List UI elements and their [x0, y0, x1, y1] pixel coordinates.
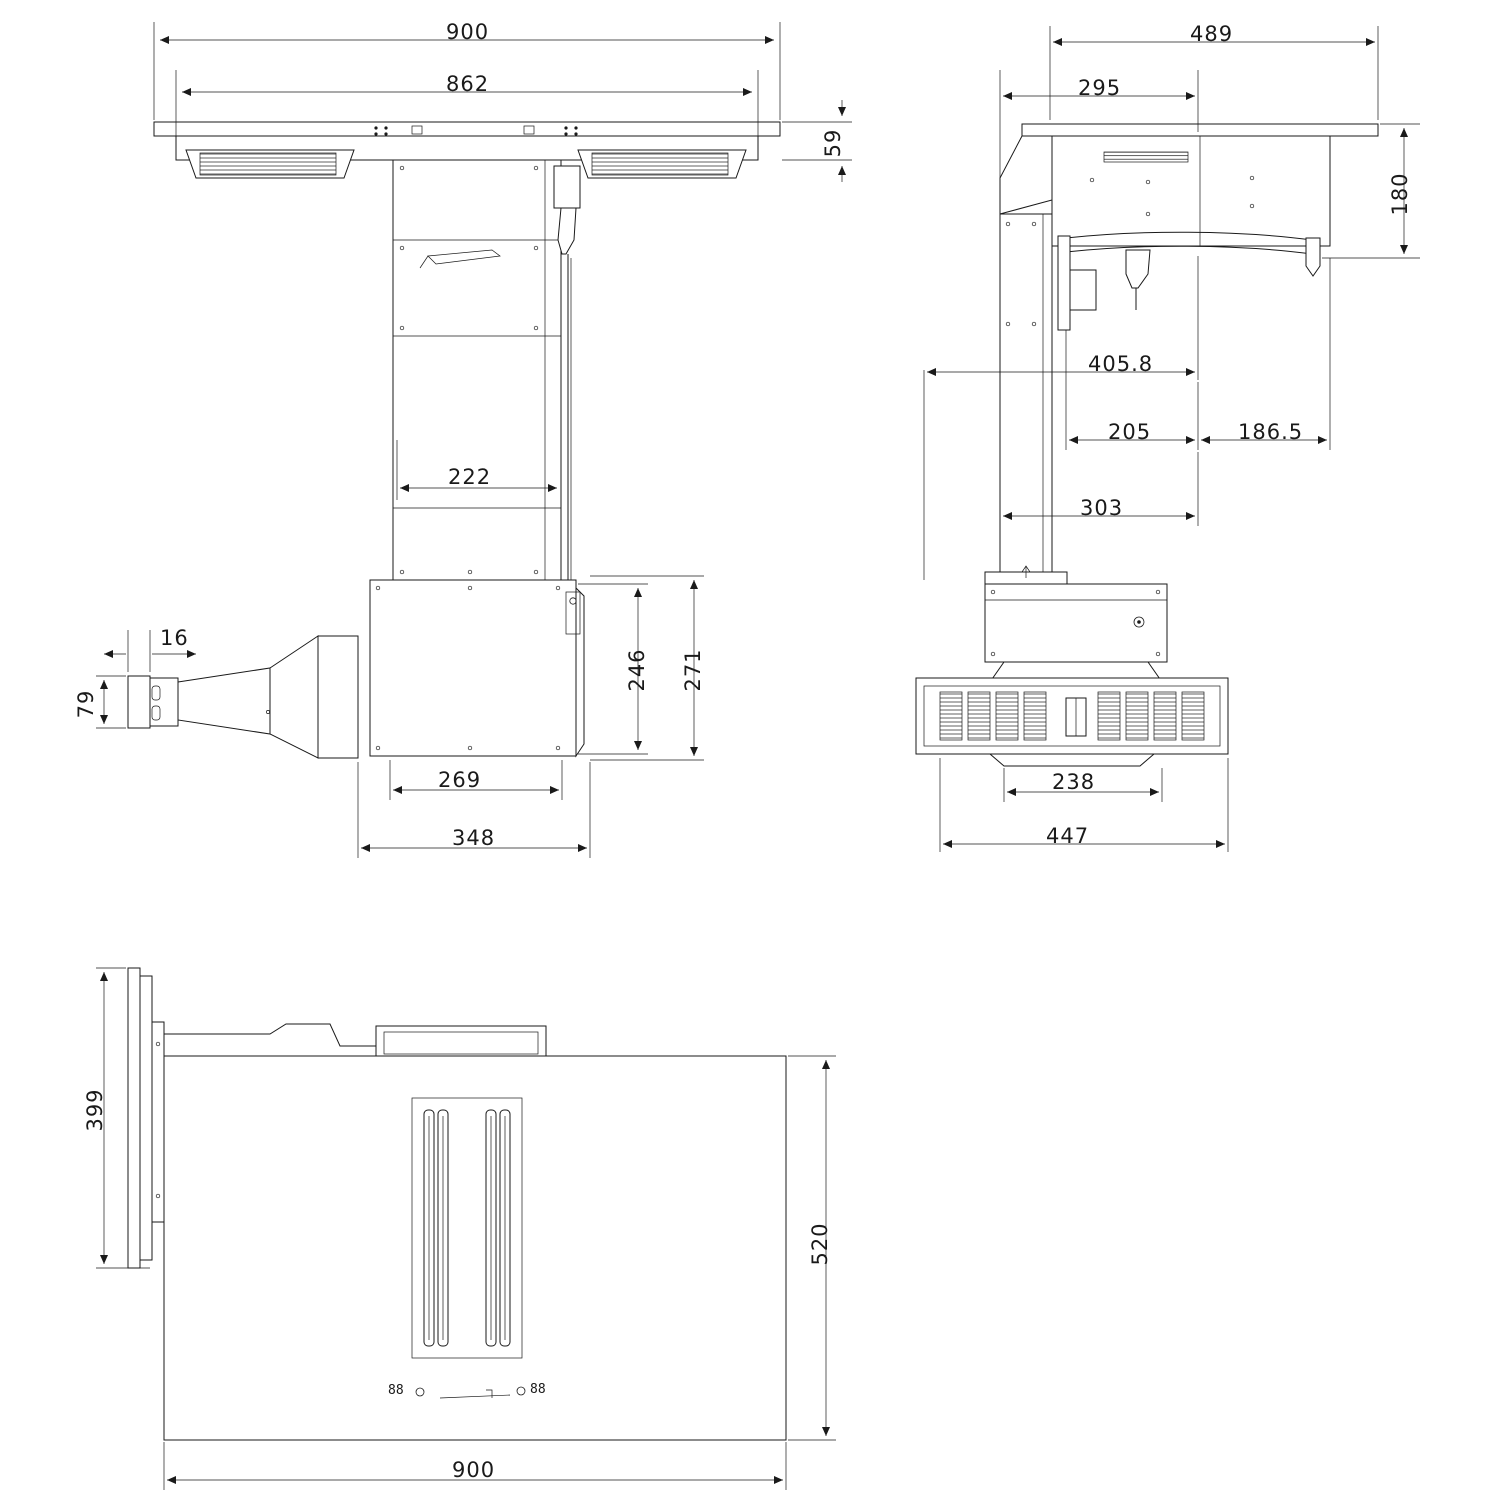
- dim-front-box-total-height: 271: [681, 648, 705, 692]
- display-left: 88: [388, 1383, 404, 1398]
- display-right: 88: [530, 1382, 546, 1397]
- dim-side-grille-width: 238: [1052, 770, 1096, 794]
- dim-front-overall-width: 900: [446, 20, 490, 44]
- dim-side-overall-depth: 489: [1190, 22, 1234, 46]
- dim-plan-depth: 399: [83, 1088, 107, 1132]
- dim-front-box-outer-width: 348: [452, 826, 496, 850]
- dim-front-panel-height: 59: [821, 128, 845, 158]
- dim-side-bracket-left: 205: [1108, 420, 1152, 444]
- dim-plan-height: 520: [808, 1222, 832, 1266]
- dim-front-box-height: 246: [625, 648, 649, 692]
- dim-side-duct-offset: 303: [1080, 496, 1124, 520]
- dim-side-panel-depth: 295: [1078, 76, 1122, 100]
- dim-front-duct-width: 222: [448, 465, 492, 489]
- dim-side-panel-height: 180: [1388, 172, 1412, 216]
- side-view-geometry: [916, 124, 1378, 766]
- dim-side-bracket-span: 405.8: [1088, 352, 1154, 376]
- plan-view-geometry: [128, 968, 786, 1440]
- dim-side-housing-width: 447: [1046, 824, 1090, 848]
- dim-side-bracket-right: 186.5: [1238, 420, 1304, 444]
- dim-front-flange-height: 79: [74, 689, 98, 719]
- dim-front-panel-width: 862: [446, 72, 490, 96]
- dim-front-box-width: 269: [438, 768, 482, 792]
- dim-plan-width: 900: [452, 1458, 496, 1482]
- dim-front-flange-thickness: 16: [160, 626, 189, 650]
